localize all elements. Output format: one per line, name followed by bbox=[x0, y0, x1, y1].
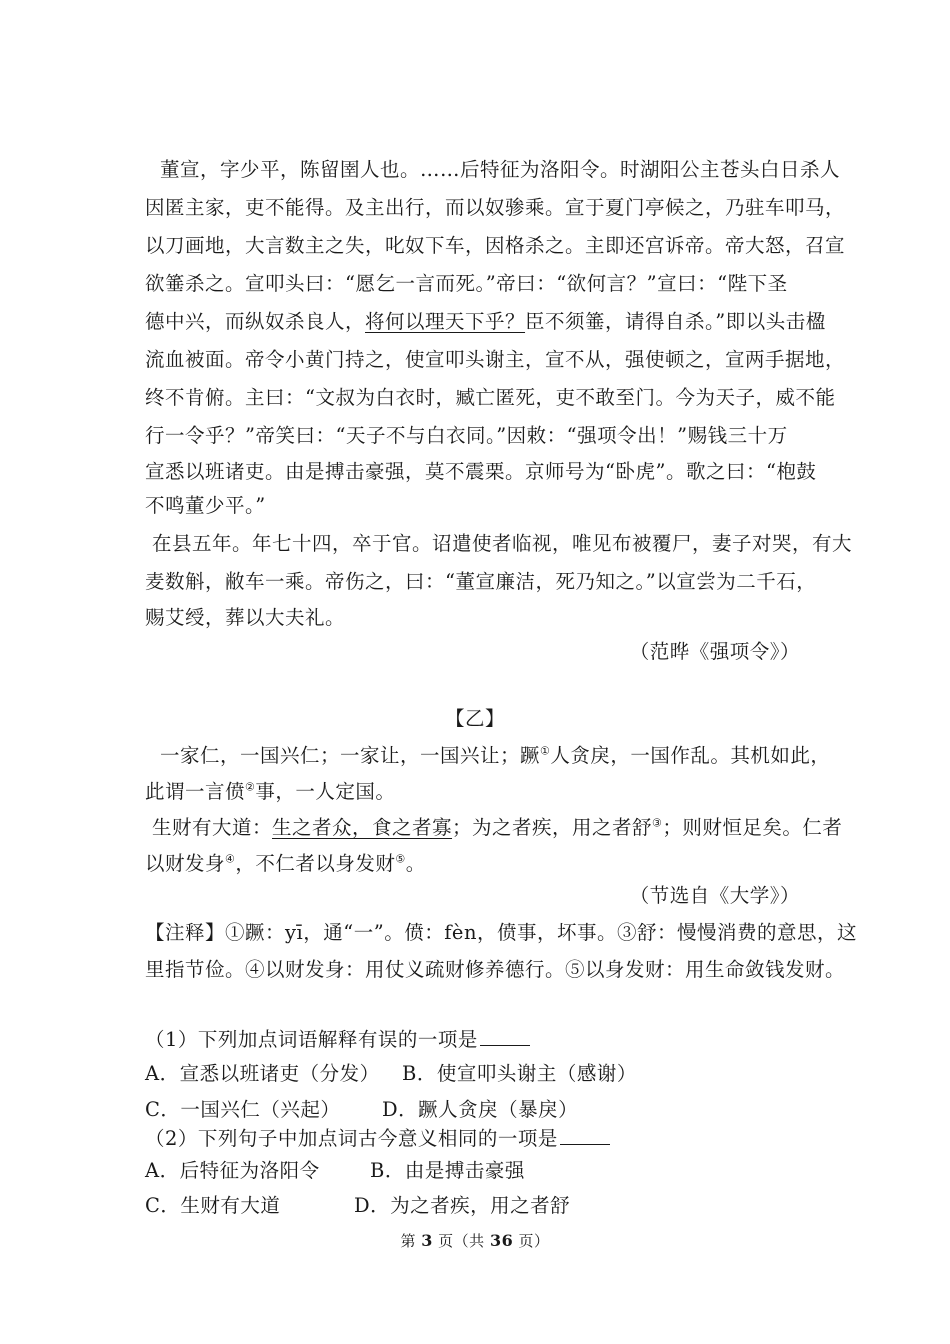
question-2-option-a: A．后特征为洛阳令 bbox=[145, 1159, 320, 1182]
jia-line-11: 在县五年。年七十四，卒于官。诏遣使者临视，唯见布被覆尸，妻子对哭，有大 bbox=[152, 532, 853, 555]
answer-blank-1[interactable] bbox=[480, 1027, 530, 1046]
jia-line-6: 流血被面。帝令小黄门持之，使宣叩头谢主，宣不从，强使顿之，宣两手据地， bbox=[145, 348, 846, 371]
question-2-option-b: B．由是搏击豪强 bbox=[370, 1159, 525, 1182]
yi-p1-line-2 bbox=[145, 780, 395, 804]
jia-line-5-post: 臣不须箠，请得自杀。”即以头击楹 bbox=[525, 310, 826, 333]
footer-suffix: 页） bbox=[513, 1232, 550, 1250]
jia-line-5-pre: 德中兴，而纵奴杀良人， bbox=[145, 310, 366, 333]
current-page-number: 3 bbox=[421, 1231, 433, 1250]
jia-underlined-sentence: 将何以理天下乎？ bbox=[365, 310, 526, 333]
yi-source: （节选自《大学》） bbox=[629, 884, 800, 907]
annotation-line-1: 【注释】①蹶：yī，通“一”。偾：fèn，偾事，坏事。③舒：慢慢消费的意思，这 bbox=[145, 921, 858, 944]
note-ref-4: ④ bbox=[225, 852, 236, 866]
question-2-stem bbox=[145, 1126, 610, 1151]
jia-line-8: 行一令乎？”帝笑曰：“天子不与白衣同。”因敕：“强项令出！”赐钱三十万 bbox=[145, 424, 788, 447]
note-ref-3: ③ bbox=[652, 816, 663, 830]
jia-line-9: 宣悉以班诸吏。由是搏击豪强，莫不震栗。京师号为“卧虎”。歌之曰：“枹鼓 bbox=[145, 460, 817, 483]
note-ref-5: ⑤ bbox=[395, 852, 406, 866]
yi-p1-line-1-b: 人贪戾，一国作乱。其机如此， bbox=[550, 744, 831, 767]
jia-line-10: 不鸣董少平。” bbox=[145, 494, 266, 517]
page-footer bbox=[0, 1229, 950, 1253]
yi-p1-line-1-a: 一家仁，一国兴仁；一家让，一国兴让；蹶 bbox=[160, 744, 541, 767]
question-1-option-b: B．使宣叩头谢主（感谢） bbox=[402, 1062, 637, 1085]
jia-line-1: 董宣，字少平，陈留圉人也。……后特征为洛阳令。时湖阳公主苍头白日杀人 bbox=[160, 158, 841, 181]
jia-line-13: 赐艾绶，葬以大夫礼。 bbox=[145, 606, 346, 629]
question-1-option-a: A．宣悉以班诸吏（分发） bbox=[145, 1062, 380, 1085]
yi-underlined-phrase: 生之者众，食之者寡 bbox=[272, 816, 453, 839]
yi-p2-line-1 bbox=[152, 816, 842, 840]
yi-p2-line-1-a: 生财有大道： bbox=[152, 816, 273, 839]
answer-blank-2[interactable] bbox=[560, 1126, 610, 1145]
jia-line-2: 因匿主家，吏不能得。及主出行，而以奴骖乘。宣于夏门亭候之，乃驻车叩马， bbox=[145, 196, 846, 219]
total-pages: 36 bbox=[489, 1231, 514, 1250]
yi-p2-line-2-b: ，不仁者以身发财 bbox=[235, 852, 396, 875]
yi-p2-line-2-c: 。 bbox=[405, 852, 426, 875]
yi-p2-line-1-c: ；则财恒足矣。仁者 bbox=[662, 816, 843, 839]
question-2-text: （2）下列句子中加点词古今意义相同的一项是 bbox=[145, 1127, 558, 1150]
yi-p2-line-2-a: 以财发身 bbox=[145, 852, 226, 875]
annotation-line-2: 里指节俭。④以财发身：用仗义疏财修养德行。⑤以身发财：用生命敛钱发财。 bbox=[145, 958, 846, 981]
jia-line-3: 以刀画地，大言数主之失，叱奴下车，因格杀之。主即还宫诉帝。帝大怒，召宣 bbox=[145, 234, 846, 257]
jia-line-4: 欲箠杀之。宣叩头曰：“愿乞一言而死。”帝曰：“欲何言？”宣曰：“陛下圣 bbox=[145, 272, 788, 295]
jia-source: （范晔《强项令》） bbox=[629, 640, 800, 663]
yi-p1-line-2-b: 事，一人定国。 bbox=[255, 780, 396, 803]
footer-prefix: 第 bbox=[400, 1232, 422, 1250]
question-2-option-d: D．为之者疾，用之者舒 bbox=[354, 1194, 571, 1217]
question-1-option-d: D．蹶人贪戾（暴戾） bbox=[382, 1098, 579, 1121]
yi-p2-line-2 bbox=[145, 852, 426, 876]
footer-middle: 页（共 bbox=[432, 1232, 490, 1250]
yi-p1-line-1 bbox=[160, 744, 830, 768]
question-1-stem bbox=[145, 1027, 530, 1052]
question-1-text: （1）下列加点词语解释有误的一项是 bbox=[145, 1028, 478, 1051]
question-2-option-c: C．生财有大道 bbox=[145, 1194, 281, 1217]
note-ref-2: ② bbox=[245, 780, 256, 794]
jia-line-5 bbox=[145, 310, 826, 334]
note-ref-1: ① bbox=[540, 744, 551, 758]
jia-line-7: 终不肯俯。主曰：“文叔为白衣时，臧亡匿死，吏不敢至门。今为天子，威不能 bbox=[145, 386, 836, 409]
yi-p1-line-2-a: 此谓一言偾 bbox=[145, 780, 246, 803]
yi-heading: 【乙】 bbox=[444, 707, 505, 730]
jia-line-12: 麦数斛，敝车一乘。帝伤之，曰：“董宣廉洁，死乃知之。”以宣尝为二千石， bbox=[145, 570, 817, 593]
yi-p2-line-1-b: ；为之者疾，用之者舒 bbox=[452, 816, 653, 839]
question-1-option-c: C．一国兴仁（兴起） bbox=[145, 1098, 341, 1121]
